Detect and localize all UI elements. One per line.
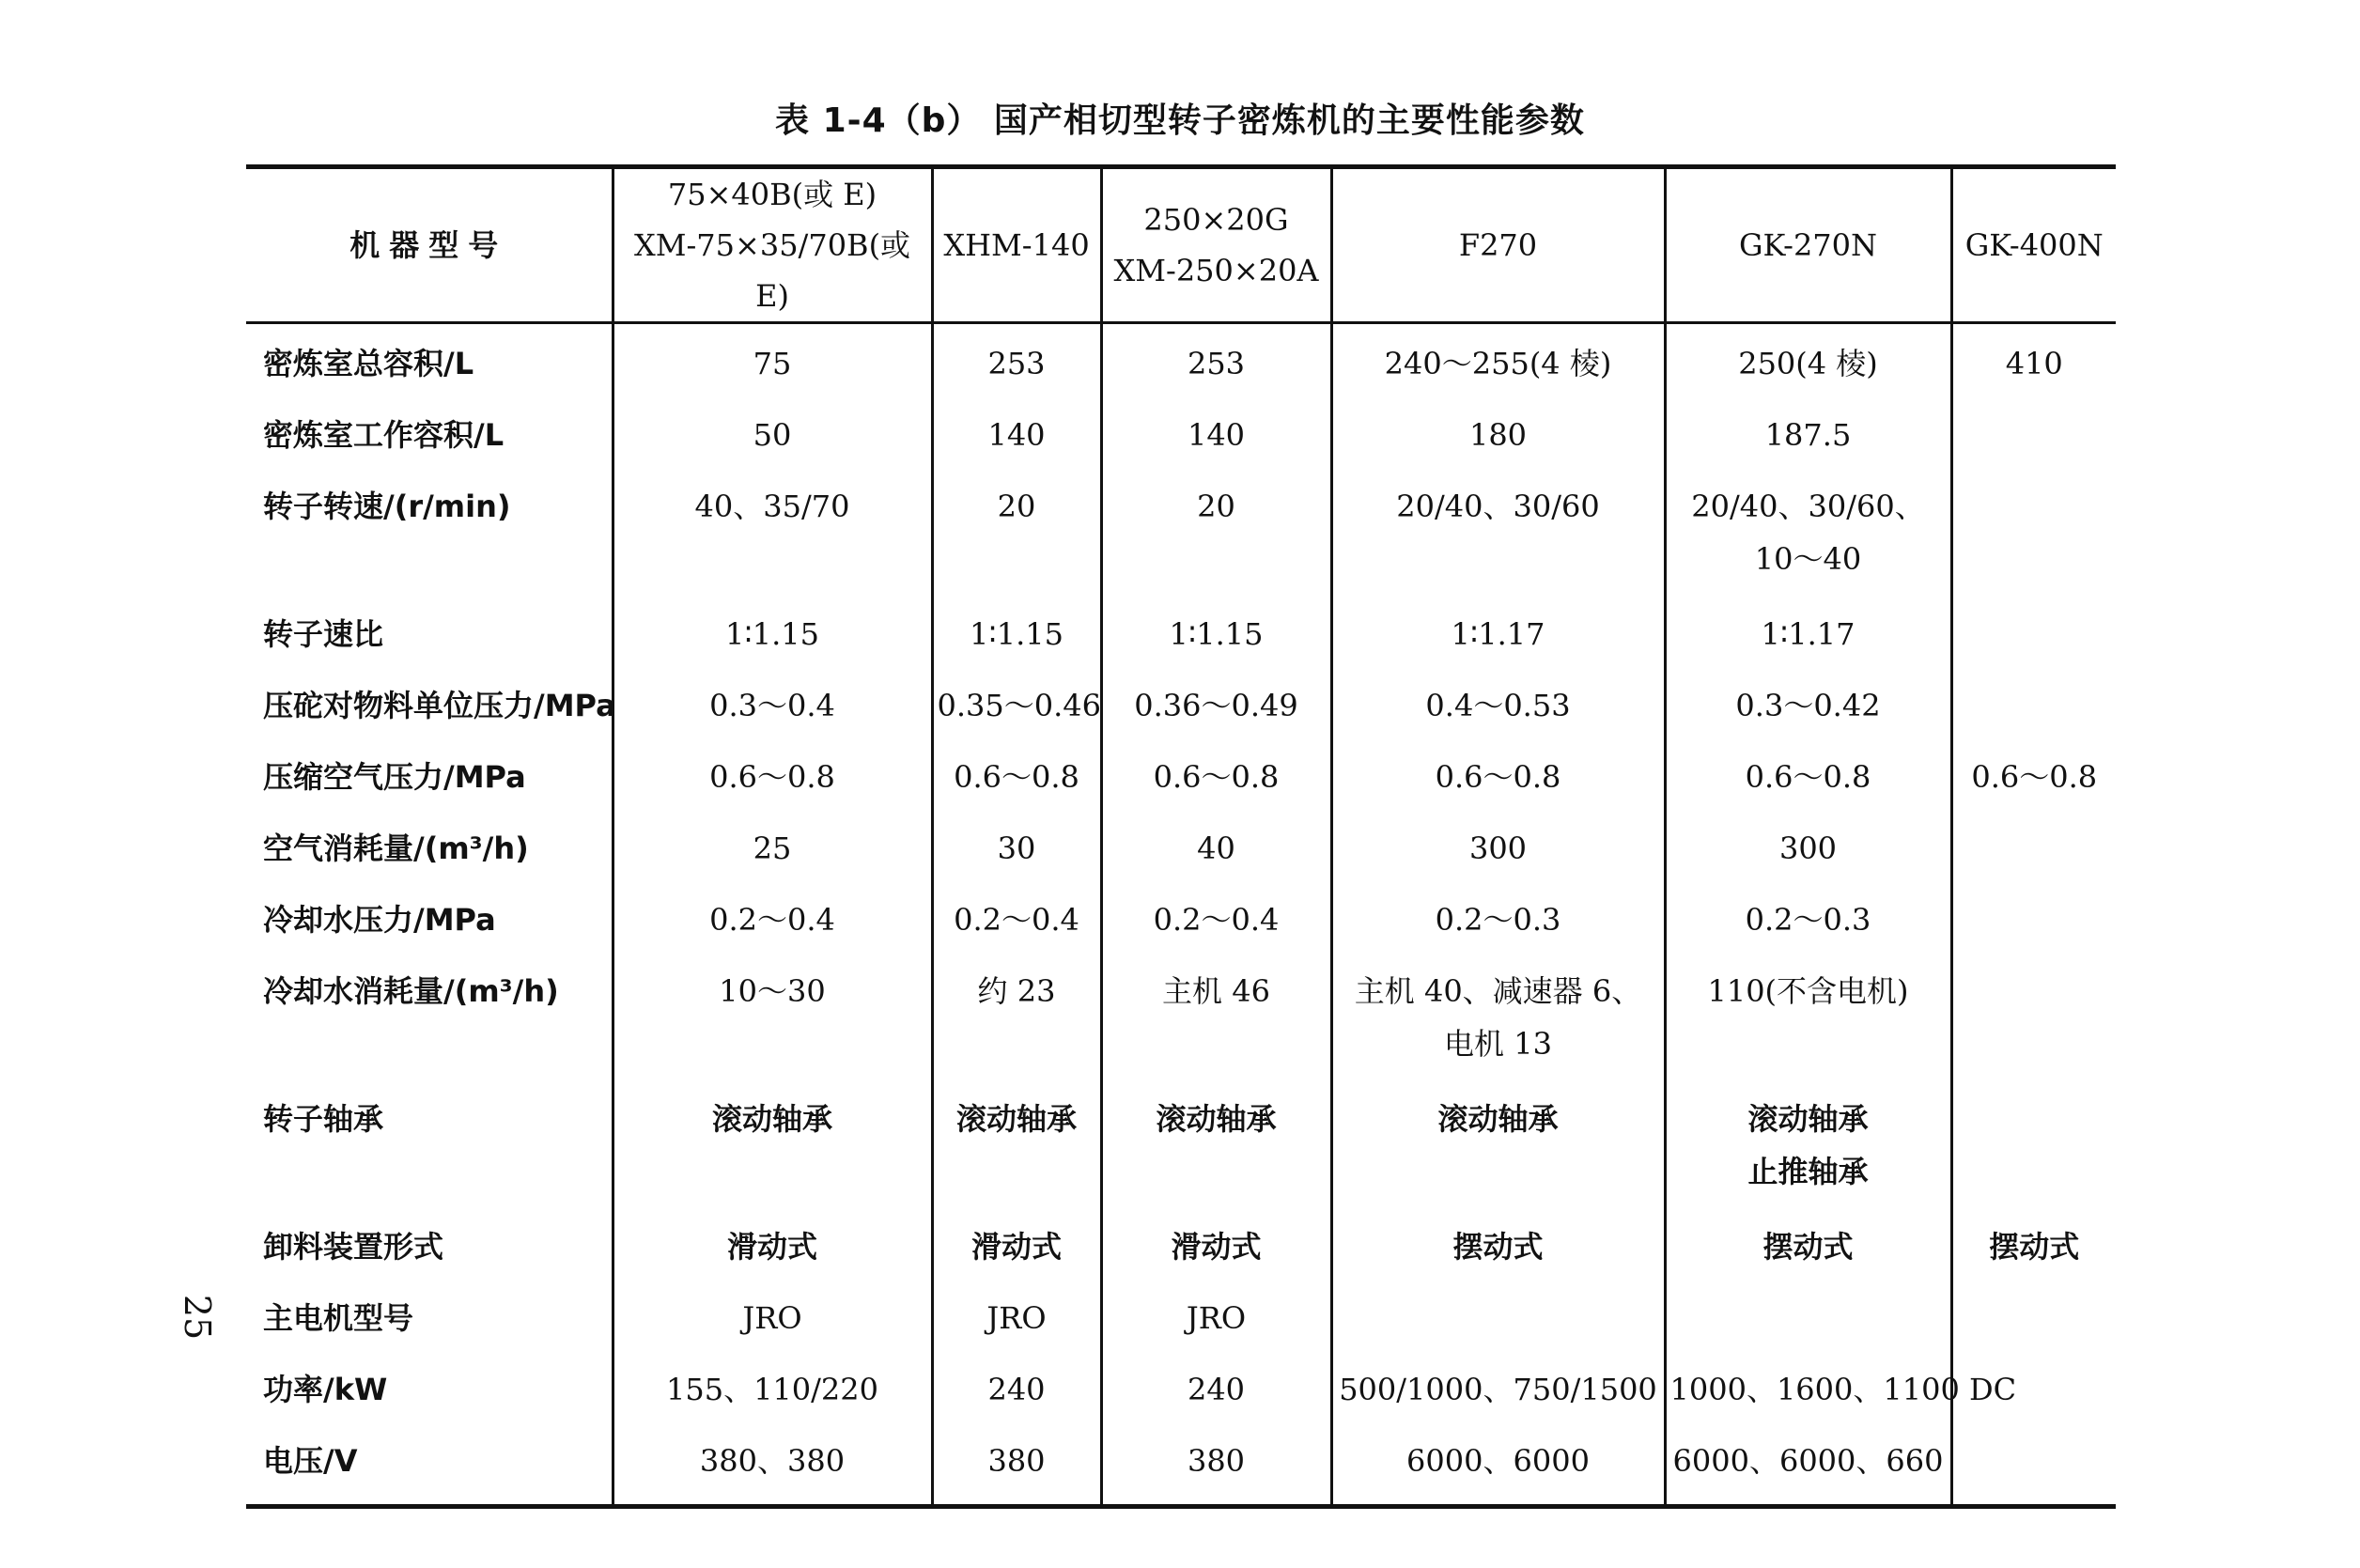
cell-line: 滚动轴承 — [1156, 1101, 1277, 1137]
cell-model-2 — [932, 1207, 1101, 1279]
header-param-label: 机器型号 — [349, 227, 508, 263]
cell-line: 0.2～0.3 — [1435, 902, 1561, 938]
cell-line: 1∶1.17 — [1761, 616, 1855, 652]
cell-line: 140 — [1187, 417, 1246, 453]
cell-model-2 — [932, 809, 1101, 880]
cell-model-6 — [1951, 1421, 2116, 1507]
cell-model-1 — [613, 1421, 932, 1507]
cell-model-1 — [613, 323, 932, 396]
cell-model-3 — [1101, 1279, 1331, 1350]
header-model-3 — [1101, 167, 1331, 323]
cell-line: 0.6～0.8 — [709, 759, 835, 795]
cell-model-1 — [613, 1207, 932, 1279]
cell-model-6 — [1951, 666, 2116, 737]
cell-line: JRO — [986, 1300, 1047, 1336]
cell-model-5 — [1665, 880, 1951, 952]
table-row — [246, 666, 2116, 737]
cell-line: 380 — [1187, 1443, 1246, 1479]
cell-line: 30 — [997, 831, 1036, 866]
cell-model-2 — [932, 1079, 1101, 1207]
table-row — [246, 737, 2116, 809]
cell-line: 0.35～0.46 — [937, 688, 1102, 723]
cell-line: 155、110/220 — [665, 1372, 879, 1407]
cell-model-1 — [613, 737, 932, 809]
cell-model-4 — [1331, 737, 1665, 809]
cell-model-3 — [1101, 809, 1331, 880]
cell-model-1 — [613, 396, 932, 467]
cell-line: 0.2～0.3 — [1745, 902, 1871, 938]
table-row — [246, 880, 2116, 952]
cell-line: 滑动式 — [970, 1229, 1062, 1265]
cell-model-4 — [1331, 1207, 1665, 1279]
cell-line: 0.2～0.4 — [954, 902, 1079, 938]
table-body — [246, 323, 2116, 1507]
cell-model-3 — [1101, 1079, 1331, 1207]
row-param-label: 密炼室工作容积/L — [263, 417, 505, 453]
cell-line: 0.3～0.4 — [709, 688, 835, 723]
cell-model-6 — [1951, 467, 2116, 595]
cell-line: 0.2～0.4 — [1153, 902, 1280, 938]
cell-line: 140 — [987, 417, 1046, 453]
header-model-5: GK-270N — [1665, 167, 1951, 323]
cell-line: 滚动轴承 — [955, 1101, 1077, 1137]
cell-model-6 — [1951, 1207, 2116, 1279]
cell-line: 0.4～0.53 — [1425, 688, 1571, 723]
cell-line: 0.6～0.8 — [1745, 759, 1871, 795]
header-row — [246, 167, 2116, 323]
row-param-label: 空气消耗量/(m³/h) — [263, 831, 529, 866]
table-row — [246, 1079, 2116, 1207]
cell-line: 0.36～0.49 — [1134, 688, 1298, 723]
cell-line: 滚动轴承 — [1437, 1101, 1559, 1137]
cell-model-1 — [613, 1079, 932, 1207]
cell-line: 20 — [997, 489, 1036, 524]
table-row — [246, 396, 2116, 467]
cell-model-1 — [613, 666, 932, 737]
cell-line: 240～255(4 棱) — [1384, 346, 1612, 381]
cell-model-5 — [1665, 1207, 1951, 1279]
table-row — [246, 1207, 2116, 1279]
cell-model-2 — [932, 1421, 1101, 1507]
cell-line: 410 — [2005, 346, 2063, 381]
cell-model-2 — [932, 666, 1101, 737]
cell-line: 253 — [1187, 346, 1246, 381]
cell-model-4 — [1331, 952, 1665, 1079]
cell-line: 止推轴承 — [1747, 1154, 1869, 1189]
cell-model-5 — [1665, 1350, 2017, 1421]
cell-model-2 — [932, 467, 1101, 595]
cell-line: 6000、6000 — [1406, 1443, 1590, 1479]
row-param-label: 卸料装置形式 — [263, 1229, 444, 1265]
cell-model-5 — [1665, 323, 1951, 396]
cell-model-3 — [1101, 467, 1331, 595]
model-3-line-2: XM-250×20A — [1113, 253, 1319, 288]
row-param-label: 压砣对物料单位压力/MPa — [263, 688, 616, 723]
header-model-2: XHM-140 — [932, 167, 1101, 323]
row-param-label: 冷却水压力/MPa — [263, 902, 496, 938]
cell-model-1 — [613, 1350, 932, 1421]
cell-line: 1∶1.17 — [1451, 616, 1545, 652]
cell-line: 25 — [753, 831, 792, 866]
model-1-line-1: 75×40B(或 E) — [667, 177, 877, 212]
cell-line: 0.3～0.42 — [1735, 688, 1881, 723]
cell-model-4 — [1331, 1350, 1665, 1421]
cell-line: 500/1000、750/1500 — [1339, 1372, 1657, 1407]
cell-line: 187.5 — [1764, 417, 1852, 453]
cell-line: 1∶1.15 — [725, 616, 819, 652]
cell-model-5 — [1665, 396, 1951, 467]
cell-line: 250(4 棱) — [1738, 346, 1878, 381]
cell-model-6 — [1951, 809, 2116, 880]
table-row — [246, 809, 2116, 880]
cell-model-5 — [1665, 809, 1951, 880]
cell-model-4 — [1331, 1279, 1665, 1350]
cell-line: 滚动轴承 — [1747, 1101, 1869, 1137]
cell-line: 20/40、30/60 — [1396, 489, 1600, 524]
cell-model-3 — [1101, 396, 1331, 467]
cell-line: 6000、6000、660 — [1672, 1443, 1944, 1479]
cell-model-2 — [932, 595, 1101, 666]
cell-model-6 — [1951, 1279, 2116, 1350]
cell-line: 253 — [987, 346, 1046, 381]
cell-model-6 — [1951, 880, 2116, 952]
cell-line: 110(不含电机) — [1707, 973, 1909, 1009]
cell-line: 380 — [987, 1443, 1046, 1479]
cell-model-3 — [1101, 1421, 1331, 1507]
cell-model-1 — [613, 952, 932, 1079]
cell-model-3 — [1101, 1207, 1331, 1279]
cell-line: 0.2～0.4 — [709, 902, 835, 938]
cell-line: 300 — [1778, 831, 1838, 866]
cell-line: 0.6～0.8 — [1153, 759, 1280, 795]
cell-line: JRO — [1186, 1300, 1247, 1336]
row-param-label: 冷却水消耗量/(m³/h) — [263, 973, 559, 1009]
cell-model-5 — [1665, 595, 1951, 666]
cell-line: 主机 40、减速器 6、 — [1354, 973, 1642, 1009]
cell-model-4 — [1331, 880, 1665, 952]
row-param-label: 转子转速/(r/min) — [263, 489, 511, 524]
cell-model-4 — [1331, 666, 1665, 737]
cell-model-2 — [932, 952, 1101, 1079]
model-1-line-2: XM-75×35/70B(或 E) — [633, 227, 911, 314]
table-row — [246, 1350, 2116, 1421]
cell-model-6 — [1951, 323, 2116, 396]
cell-line: 240 — [1187, 1372, 1246, 1407]
cell-model-2 — [932, 737, 1101, 809]
cell-model-4 — [1331, 1421, 1665, 1507]
cell-line: 滑动式 — [1171, 1229, 1262, 1265]
cell-model-1 — [613, 1279, 932, 1350]
cell-model-5 — [1665, 737, 1951, 809]
cell-line: 主机 46 — [1162, 973, 1270, 1009]
cell-line: 380、380 — [699, 1443, 846, 1479]
cell-model-3 — [1101, 1350, 1331, 1421]
cell-model-5 — [1665, 467, 1951, 595]
model-3-line-1: 250×20G — [1143, 202, 1289, 238]
spec-table-container — [246, 164, 2116, 1509]
cell-model-3 — [1101, 880, 1331, 952]
cell-model-1 — [613, 880, 932, 952]
cell-line: 240 — [987, 1372, 1046, 1407]
table-row — [246, 323, 2116, 396]
row-param-label: 功率/kW — [263, 1372, 388, 1407]
cell-model-4 — [1331, 595, 1665, 666]
row-param-label: 电压/V — [263, 1443, 358, 1479]
cell-line: 20 — [1197, 489, 1235, 524]
cell-model-6 — [1951, 595, 2116, 666]
cell-model-1 — [613, 809, 932, 880]
cell-line: 电机 13 — [1444, 1026, 1552, 1062]
cell-line: 1000、1600、1100 DC — [1669, 1372, 2017, 1407]
cell-model-6 — [1951, 396, 2116, 467]
cell-line: JRO — [742, 1300, 802, 1336]
cell-model-6 — [1951, 952, 2116, 1079]
cell-line: 40 — [1197, 831, 1235, 866]
cell-line: 摆动式 — [1989, 1229, 2080, 1265]
cell-model-1 — [613, 467, 932, 595]
cell-line: 0.6～0.8 — [1971, 759, 2098, 795]
header-model-6: GK-400N — [1951, 167, 2116, 323]
cell-model-3 — [1101, 323, 1331, 396]
cell-model-2 — [932, 323, 1101, 396]
cell-model-5 — [1665, 1079, 1951, 1207]
cell-line: 1∶1.15 — [1169, 616, 1264, 652]
cell-model-1 — [613, 595, 932, 666]
page-number: 25 — [177, 1294, 219, 1341]
cell-model-2 — [932, 1279, 1101, 1350]
table-row — [246, 467, 2116, 595]
cell-model-6 — [1951, 737, 2116, 809]
cell-model-4 — [1331, 323, 1665, 396]
cell-model-4 — [1331, 467, 1665, 595]
header-model-4: F270 — [1331, 167, 1665, 323]
row-param-label: 转子轴承 — [263, 1101, 384, 1137]
cell-model-2 — [932, 1350, 1101, 1421]
cell-line: 约 23 — [977, 973, 1056, 1009]
cell-model-3 — [1101, 595, 1331, 666]
cell-line: 10～40 — [1754, 541, 1862, 577]
cell-line: 10～30 — [719, 973, 826, 1009]
cell-line: 1∶1.15 — [970, 616, 1064, 652]
cell-model-6 — [1951, 1079, 2116, 1207]
row-param-label: 转子速比 — [263, 616, 384, 652]
table-title: 表 1-4（b） 国产相切型转子密炼机的主要性能参数 — [775, 101, 1585, 140]
table-row — [246, 1421, 2116, 1507]
cell-line: 20/40、30/60、 — [1691, 489, 1925, 524]
cell-line: 180 — [1468, 417, 1528, 453]
cell-model-5 — [1665, 666, 1951, 737]
cell-line: 300 — [1468, 831, 1528, 866]
table-row — [246, 595, 2116, 666]
spec-table — [246, 164, 2116, 1509]
cell-model-3 — [1101, 666, 1331, 737]
cell-line: 摆动式 — [1762, 1229, 1854, 1265]
row-param-label: 主电机型号 — [263, 1300, 414, 1336]
cell-line: 40、35/70 — [694, 489, 850, 524]
cell-model-4 — [1331, 1079, 1665, 1207]
table-row — [246, 952, 2116, 1079]
cell-model-5 — [1665, 952, 1951, 1079]
cell-line: 75 — [753, 346, 792, 381]
cell-line: 滑动式 — [726, 1229, 817, 1265]
cell-model-4 — [1331, 396, 1665, 467]
row-param-label: 压缩空气压力/MPa — [263, 759, 526, 795]
header-model-1 — [613, 167, 932, 323]
cell-model-5 — [1665, 1279, 1951, 1350]
table-row — [246, 1279, 2116, 1350]
cell-line: 滚动轴承 — [711, 1101, 832, 1137]
cell-model-3 — [1101, 952, 1331, 1079]
cell-model-2 — [932, 396, 1101, 467]
cell-model-4 — [1331, 809, 1665, 880]
row-param-label: 密炼室总容积/L — [263, 346, 474, 381]
cell-line: 0.6～0.8 — [1435, 759, 1561, 795]
cell-line: 50 — [753, 417, 792, 453]
cell-line: 摆动式 — [1452, 1229, 1544, 1265]
cell-model-2 — [932, 880, 1101, 952]
cell-line: 0.6～0.8 — [954, 759, 1079, 795]
cell-model-5 — [1665, 1421, 1951, 1507]
cell-model-3 — [1101, 737, 1331, 809]
